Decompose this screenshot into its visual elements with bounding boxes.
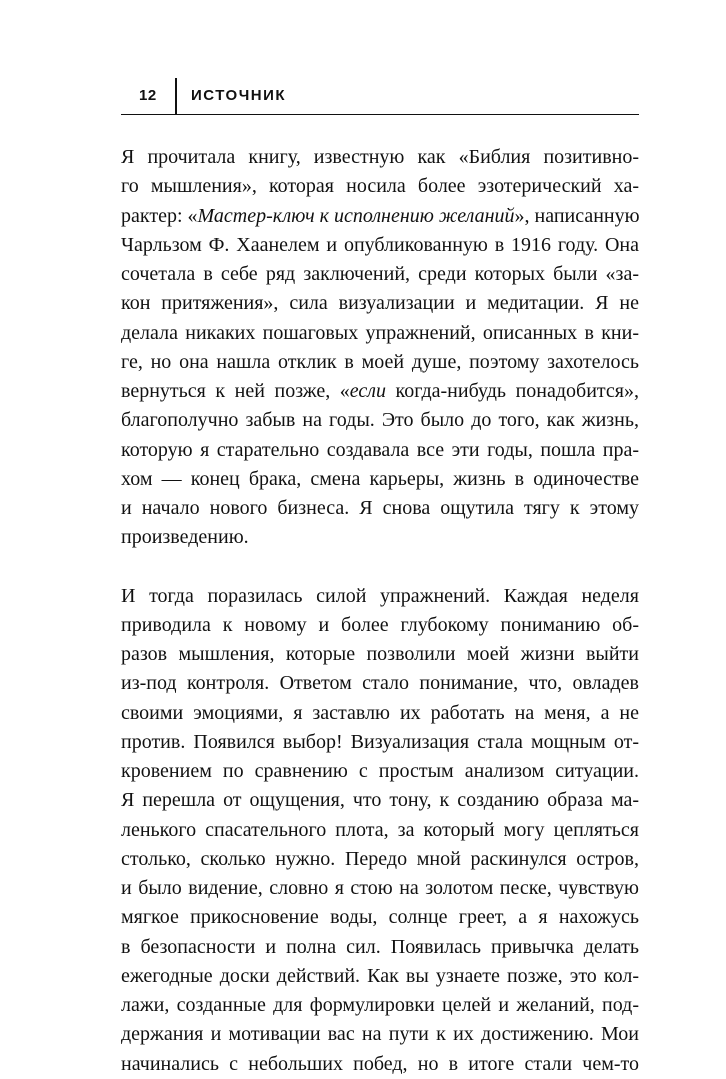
- text-line: [121, 377, 639, 406]
- text-line: из-под контроля. Ответом стало понимание, что, овладев: [121, 672, 639, 695]
- text-line: в безопасности и полна сил. Появилась привычка делать: [121, 935, 639, 958]
- header-divider-vertical: [175, 78, 177, 114]
- text-line: и начало нового бизнеса. Я снова ощутила тягу к этому: [121, 497, 639, 519]
- text-line: И тогда поразилась силой упражнений. Каждая неделя: [121, 584, 639, 607]
- text-line: столько, сколько нужно. Передо мной раскинулся остров,: [121, 847, 639, 870]
- text-line: приводила к новому и более глубокому пониманию об-: [121, 613, 639, 636]
- paragraph-1: [121, 143, 639, 553]
- page-number: 12: [139, 87, 157, 104]
- text-line: разов мышления, которые позволили моей жизни выйти: [121, 643, 639, 665]
- body-text: [121, 143, 639, 1079]
- text-line: го мышления», которая носила более эзотерический ха-: [121, 175, 639, 198]
- text-line: против. Появился выбор! Визуализация стала мощным от-: [121, 730, 639, 753]
- emphasis-italic: если: [349, 380, 386, 402]
- text-line: Чарльзом Ф. Хаанелем и опубликованную в 1916 году. Она: [121, 233, 639, 256]
- text-line: [121, 202, 639, 231]
- text-run: рактер: «: [121, 204, 198, 227]
- section-title: ИСТОЧНИК: [191, 87, 287, 104]
- text-run: », написанную: [514, 204, 640, 227]
- text-line: кровением по сравнению с простым анализом ситуации.: [121, 760, 639, 782]
- text-line: благополучно забыв на годы. Это было до того, как жизнь,: [121, 409, 639, 432]
- running-header: [121, 78, 639, 118]
- text-line: ге, но она нашла отклик в моей душе, поэтому захотелось: [121, 350, 639, 373]
- paragraph-2: [121, 582, 639, 1079]
- text-run: когда-нибудь понадобится»,: [385, 380, 639, 402]
- text-run: вернуться к ней позже, «: [121, 380, 350, 402]
- text-line: хом — конец брака, смена карьеры, жизнь в одиночестве: [121, 467, 639, 490]
- header-rule: [121, 114, 639, 115]
- text-line: и было видение, словно я стою на золотом песке, чувствую: [121, 877, 639, 899]
- text-line: держания и мотивации вас на пути к их достижению. Мои: [121, 1023, 639, 1046]
- text-line: Я прочитала книгу, известную как «Библия позитивно-: [121, 146, 639, 168]
- text-line: произведению.: [121, 526, 249, 549]
- text-line: ежегодные доски действий. Как вы узнаете позже, это кол-: [121, 964, 639, 987]
- text-line: сочетала в себе ряд заключений, среди которых были «за-: [121, 263, 639, 285]
- text-line: Я перешла от ощущения, что тону, к созданию образа ма-: [121, 789, 639, 812]
- book-title-italic: Мастер-ключ к исполнению желаний: [197, 204, 515, 227]
- text-line: своими эмоциями, я заставлю их работать на меня, а не: [121, 701, 639, 724]
- text-line: мягкое прикосновение воды, солнце греет, а я нахожусь: [121, 906, 639, 929]
- text-line: начинались с небольших побед, но в итоге стали чем-то: [121, 1052, 639, 1075]
- text-line: лажи, созданные для формулировки целей и желаний, под-: [121, 994, 639, 1016]
- paragraph-spacer: [121, 553, 639, 582]
- text-line: ленького спасательного плота, за который могу цепляться: [121, 818, 639, 841]
- text-line: кон притяжения», сила визуализации и медитации. Я не: [121, 292, 639, 315]
- text-line: делала никаких пошаговых упражнений, описанных в кни-: [121, 321, 639, 344]
- text-line: которую я старательно создавала все эти годы, пошла пра-: [121, 438, 639, 461]
